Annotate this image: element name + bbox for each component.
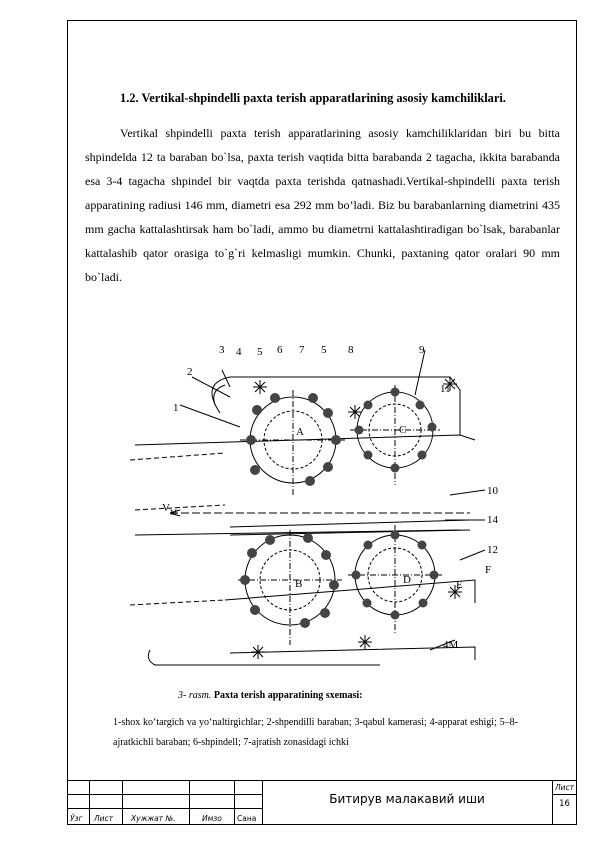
col-doc: Хужжат №. [131, 814, 176, 823]
caption-title: Paxta terish apparatining sxemasi: [213, 690, 363, 701]
figure-caption [178, 690, 362, 701]
callout-14: 14 [487, 514, 498, 526]
callout-2: 2 [187, 366, 193, 378]
callout-7: 7 [299, 344, 305, 356]
callout-12: 12 [487, 544, 498, 556]
callout-11: 11 [440, 383, 451, 395]
document-title: Битирув малакавий иши [329, 792, 485, 806]
callout-1: 1 [173, 402, 179, 414]
figure-legend: 1-shox ko‘targich va yo‘naltirgichlar; 2-shpendilli baraban; 3-qabul kamerasi; 4-apparat eshigi; 5–8-ajratkichli baraban; 6-shpindell; 7-ajratish zonasidagi ichki [113, 717, 518, 748]
point-a: A [296, 426, 304, 438]
callout-4m: 4M [443, 639, 459, 651]
col-izm: Ўзг [70, 814, 83, 823]
callout-3: 3 [219, 344, 225, 356]
col-sign: Имзо [202, 814, 222, 823]
callout-6: 6 [277, 344, 283, 356]
body-paragraph-block [85, 121, 560, 289]
point-d: D [403, 574, 411, 586]
velocity-subscript: M [170, 508, 178, 517]
callout-10: 10 [487, 485, 498, 497]
title-block [67, 780, 577, 825]
point-c: C [399, 424, 407, 436]
callout-9: 9 [419, 344, 425, 356]
point-b: B [295, 578, 303, 590]
section-heading: 1.2. Vertikal-shpindelli paxta terish apparatlarining asosiy kamchiliklari. [120, 91, 506, 105]
sheet-label: Лист [554, 783, 574, 792]
point-e: E [456, 579, 463, 591]
sheet-number: 16 [559, 799, 570, 809]
col-list: Лист [94, 814, 114, 823]
harvester-schematic [130, 335, 500, 680]
point-f: F [485, 564, 492, 576]
caption-number: 3- rasm. [178, 690, 212, 701]
callout-5b: 5 [321, 344, 327, 356]
col-date: Сана [237, 814, 257, 823]
callout-5: 5 [257, 346, 263, 358]
callout-4: 4 [236, 346, 242, 358]
callout-8: 8 [348, 344, 354, 356]
body-paragraph: Vertikal shpindelli paxta terish apparatlarining asosiy kamchiliklaridan biri bu bitta shpindelda 12 ta baraban bo`lsa, paxta terish vaqtida bitta barabanda 2 tagacha, ikkita barabanda esa 3-4 tagacha shpindel bir vaqtda paxta terishda qatnashadi.Vertikal-shpindelli paxta terish apparatining radiusi 146 mm, diametri esa 292 mm bo’ladi. Biz bu barabanlarning diametrini 435 mm gacha kattalashtirsak ham bo`ladi, ammo bu diametrni kattalashtiradigan bo`lsak, barabanlar kattalashib qator orasiga to`g`ri kelmasligi mumkin. Chunki, paxtaning qator oralari 90 mm bo`ladi. [85, 126, 560, 284]
velocity-label: V [162, 502, 170, 514]
